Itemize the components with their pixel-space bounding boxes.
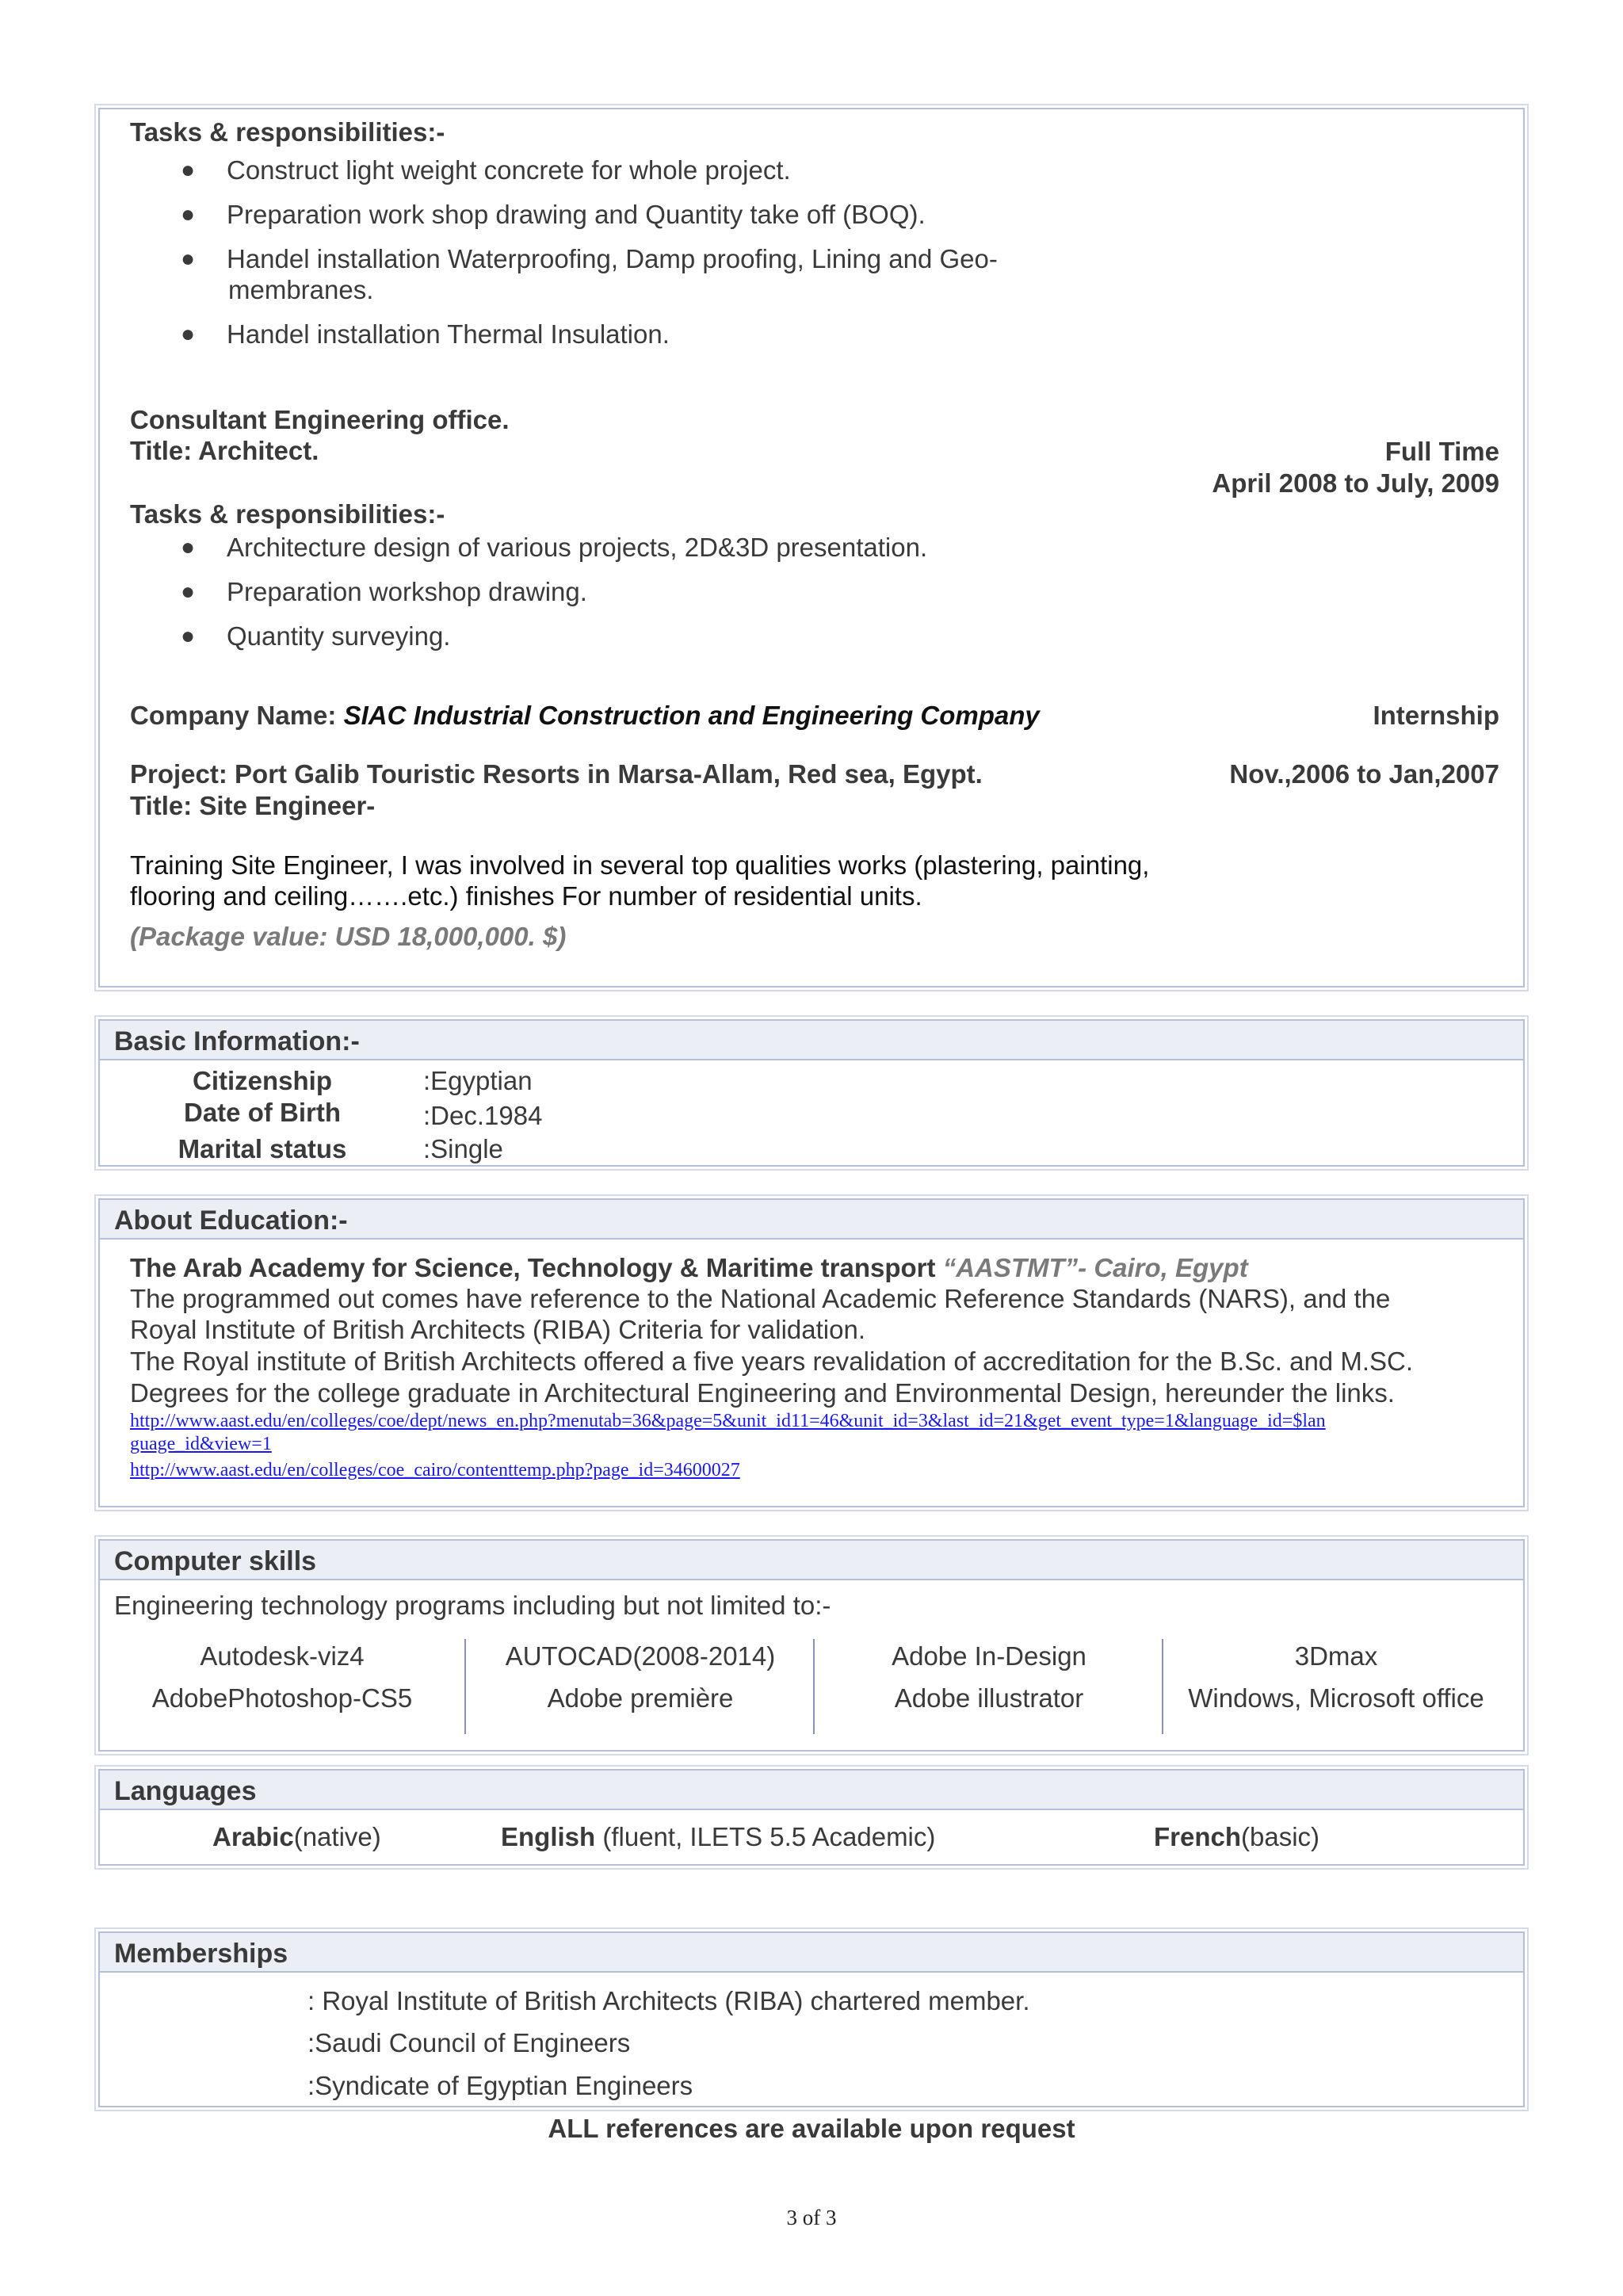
- info-label: Citizenship: [192, 1066, 332, 1095]
- languages-section: [98, 1769, 1525, 1866]
- info-label: Marital status: [178, 1134, 347, 1163]
- accreditation-link[interactable]: http://www.aast.edu/en/colleges/coe/dept/news_en.php?menutab=36&page=5&unit_id11=46&unit_id=3&last_id=21&get_event_type=1&language_id=$lan: [130, 1411, 1326, 1431]
- job-dates: Nov.,2006 to Jan,2007: [1229, 759, 1499, 789]
- skills-intro: Engineering technology programs including but not limited to:-: [114, 1591, 831, 1620]
- membership-item: : Royal Institute of British Architects (RIBA) chartered member.: [307, 1986, 1030, 2015]
- job-description: flooring and ceiling…….etc.) finishes For number of residential units.: [130, 881, 922, 911]
- skill-item: Autodesk-viz4: [200, 1641, 365, 1671]
- skill-item: AUTOCAD(2008-2014): [505, 1641, 776, 1671]
- membership-item: :Syndicate of Egyptian Engineers: [307, 2071, 693, 2100]
- language-item: Arabic(native): [212, 1822, 381, 1851]
- job-dates: April 2008 to July, 2009: [1212, 468, 1499, 498]
- references-note: ALL references are available upon request: [548, 2114, 1075, 2143]
- skill-item: Adobe illustrator: [894, 1683, 1084, 1713]
- job-type: Full Time: [1384, 437, 1499, 466]
- package-value: (Package value: USD 18,000,000. $): [130, 922, 567, 951]
- section-heading: Memberships: [100, 1933, 1523, 1973]
- basic-information-section: [98, 1019, 1525, 1167]
- bullet-icon: ●: [181, 321, 196, 347]
- task-item: ● Construct light weight concrete for whole project.: [181, 155, 791, 185]
- memberships-section: [98, 1931, 1525, 2107]
- section-heading: About Education:-: [100, 1200, 1523, 1240]
- task-item: ● Preparation workshop drawing.: [181, 577, 587, 606]
- task-item: ● Handel installation Thermal Insulation.: [181, 319, 670, 349]
- education-text: Royal Institute of British Architects (RIBA) Criteria for validation.: [130, 1315, 865, 1344]
- bullet-icon: ●: [181, 201, 196, 227]
- section-heading: Computer skills: [100, 1541, 1523, 1580]
- education-text: The Royal institute of British Architects offered a five years revalidation of accreditation for the B.Sc. and M.SC.: [130, 1347, 1413, 1376]
- education-text: Degrees for the college graduate in Architectural Engineering and Environmental Design, hereunder the links.: [130, 1378, 1395, 1408]
- task-item: ● Quantity surveying.: [181, 621, 451, 651]
- skill-item: 3Dmax: [1294, 1641, 1378, 1671]
- job-type: Internship: [1373, 701, 1499, 730]
- section-heading: Languages: [100, 1771, 1523, 1810]
- computer-skills-section: [98, 1539, 1525, 1752]
- info-label: Date of Birth: [184, 1098, 341, 1127]
- experience-section: [98, 108, 1525, 988]
- section-heading: Basic Information:-: [100, 1021, 1523, 1060]
- skill-item: Adobe première: [547, 1683, 734, 1713]
- education-text: The programmed out comes have reference to the National Academic Reference Standards (NARS), and the: [130, 1284, 1391, 1313]
- school-name: The Arab Academy for Science, Technology & Maritime transport “AASTMT”- Cairo, Egypt: [130, 1253, 1248, 1282]
- task-item: ● Architecture design of various projects, 2D&3D presentation.: [181, 533, 928, 562]
- bullet-icon: ●: [181, 534, 196, 560]
- bullet-icon: ●: [181, 579, 196, 605]
- company-line: Company Name: SIAC Industrial Construction and Engineering Company: [130, 701, 1040, 730]
- bullet-icon: ●: [181, 157, 196, 183]
- project-name: Project: Port Galib Touristic Resorts in Marsa-Allam, Red sea, Egypt.: [130, 759, 983, 789]
- task-item: ● Preparation work shop drawing and Quantity take off (BOQ).: [181, 200, 926, 229]
- bullet-icon: ●: [181, 623, 196, 649]
- school-location: “AASTMT”- Cairo, Egypt: [942, 1253, 1248, 1282]
- info-value: :Dec.1984: [423, 1101, 543, 1130]
- job-description: Training Site Engineer, I was involved in several top qualities works (plastering, painting,: [130, 850, 1150, 880]
- college-link[interactable]: http://www.aast.edu/en/colleges/coe_cairo/contenttemp.php?page_id=34600027: [130, 1460, 740, 1480]
- page-number: 3 of 3: [786, 2206, 837, 2229]
- accreditation-link-cont[interactable]: guage_id&view=1: [130, 1434, 272, 1454]
- info-value: :Single: [423, 1134, 503, 1163]
- job-title: Title: Site Engineer-: [130, 791, 376, 820]
- language-item: French(basic): [1154, 1822, 1320, 1851]
- company-name: Consultant Engineering office.: [130, 405, 510, 434]
- bullet-icon: ●: [181, 246, 196, 272]
- membership-item: :Saudi Council of Engineers: [307, 2028, 631, 2057]
- company-name: SIAC Industrial Construction and Engineering Company: [343, 701, 1040, 730]
- job-title: Title: Architect.: [130, 436, 319, 465]
- tasks-heading: Tasks & responsibilities:-: [130, 117, 445, 147]
- skill-item: Windows, Microsoft office: [1188, 1683, 1484, 1713]
- tasks-heading: Tasks & responsibilities:-: [130, 499, 445, 529]
- education-section: [98, 1198, 1525, 1507]
- task-item: ● Handel installation Waterproofing, Damp proofing, Lining and Geo-: [181, 244, 998, 273]
- skill-item: AdobePhotoshop-CS5: [151, 1683, 413, 1713]
- info-value: :Egyptian: [423, 1066, 533, 1095]
- skill-item: Adobe In-Design: [892, 1641, 1086, 1671]
- language-item: English (fluent, ILETS 5.5 Academic): [501, 1822, 936, 1851]
- task-item-continuation: membranes.: [228, 275, 374, 304]
